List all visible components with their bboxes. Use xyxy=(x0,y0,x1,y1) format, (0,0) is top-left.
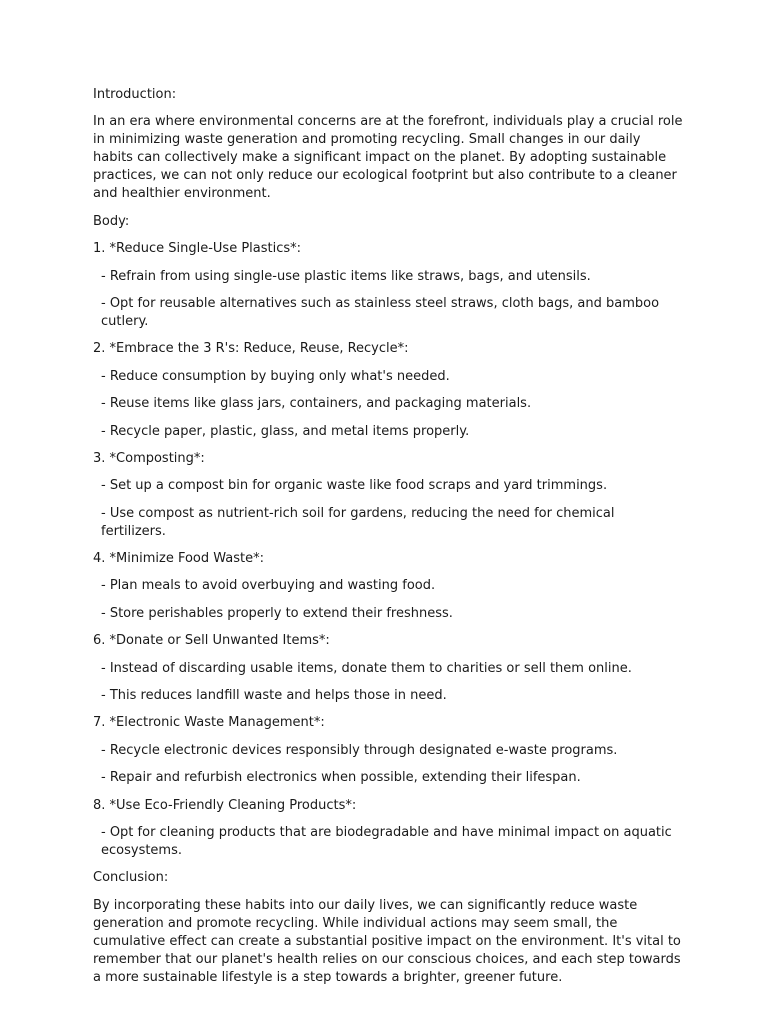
list-item: - Instead of discarding usable items, donate them to charities or sell them online. xyxy=(101,660,632,676)
intro-heading: Introduction: xyxy=(93,87,177,102)
list-item: - Use compost as nutrient-rich soil for gardens, reducing the need for chemical fertilizers. xyxy=(101,505,619,539)
list-item: - Reuse items like glass jars, containers, and packaging materials. xyxy=(101,396,532,412)
section-heading: 4. *Minimize Food Waste*: xyxy=(93,551,264,567)
body-heading: Body: xyxy=(93,213,130,229)
section-heading: 3. *Composting*: xyxy=(93,450,205,466)
list-item: - Plan meals to avoid overbuying and wasting food. xyxy=(101,578,436,594)
section-heading: 2. *Embrace the 3 R's: Reduce, Reuse, Recycle*: xyxy=(93,341,409,357)
conclusion-heading: Conclusion: xyxy=(93,870,169,886)
list-item: - Recycle electronic devices responsibly through designated e-waste programs. xyxy=(101,742,618,758)
list-item: - This reduces landfill waste and helps those in need. xyxy=(101,688,447,704)
list-item: - Opt for reusable alternatives such as stainless steel straws, cloth bags, and bamboo cutlery. xyxy=(101,295,664,329)
section-heading: 8. *Use Eco-Friendly Cleaning Products*: xyxy=(93,797,357,813)
section-heading: 1. *Reduce Single-Use Plastics*: xyxy=(93,241,302,257)
list-item: - Reduce consumption by buying only what's needed. xyxy=(101,368,450,384)
list-item: - Set up a compost bin for organic waste like food scraps and yard trimmings. xyxy=(101,478,608,494)
section-heading: 7. *Electronic Waste Management*: xyxy=(93,715,325,731)
list-item: - Opt for cleaning products that are biodegradable and have minimal impact on aquatic ecosystems. xyxy=(101,824,676,858)
section-heading: 6. *Donate or Sell Unwanted Items*: xyxy=(93,633,330,649)
list-item: - Repair and refurbish electronics when possible, extending their lifespan. xyxy=(101,770,581,786)
list-item: - Recycle paper, plastic, glass, and metal items properly. xyxy=(101,423,470,439)
conclusion-paragraph: By incorporating these habits into our daily lives, we can significantly reduce waste generation and promote recycling. While individual actions may seem small, the cumulative effect can create a substantial positive impact on the environment. It's vital to remember that our planet's health relies on our conscious choices, and each step towards a more sustainable lifestyle is a step towards a brighter, greener future. xyxy=(93,897,686,985)
intro-paragraph: In an era where environmental concerns are at the forefront, individuals play a crucial role in minimizing waste generation and promoting recycling. Small changes in our daily habits can collectively make a significant impact on the planet. By adopting sustainable practices, we can not only reduce our ecological footprint but also contribute to a cleaner and healthier environment. xyxy=(93,114,687,202)
list-item: - Refrain from using single-use plastic items like straws, bags, and utensils. xyxy=(101,268,591,284)
document-page xyxy=(93,86,687,996)
list-item: - Store perishables properly to extend their freshness. xyxy=(101,605,453,621)
